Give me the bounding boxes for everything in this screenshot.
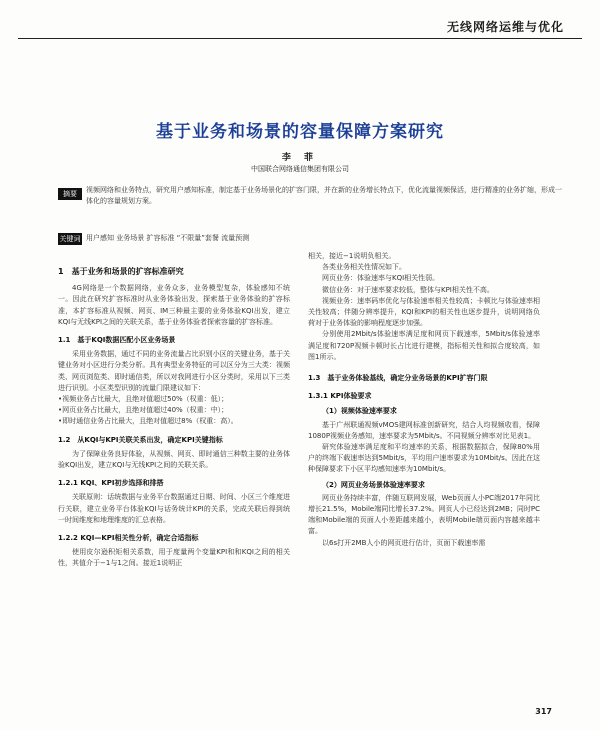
paragraph: 为了保障业务良好体验，从视频、网页、即时通信三种数主要的业务体验KQI出发，建立KQI与无线KPI之间的关联关系。 <box>58 449 290 470</box>
paragraph: 采用业务数据，通过不同的业务流量占比识别小区的关键业务，基于关键业务对小区进行分类分析。具有典型业务特征的可以区分为三大类：视频类、网页浏览类、即时通信类，所以对我网进行小区分类时，采用以下三类进行识别。小区类型识别的流量门限建议如下： <box>58 350 290 392</box>
subsection-web-heading: （2）网页业务场景体验速率要求 <box>322 480 425 489</box>
right-column <box>308 251 540 549</box>
paper-title: 基于业务和场景的容量保障方案研究 <box>156 122 444 142</box>
section-1-3-heading: 1.3 基于业务体验基线，确定分业务场景的KPI扩容门限 <box>308 374 488 383</box>
paragraph: 微信业务：对于速率要求较低，整体与KPI相关性不高。 <box>322 285 494 294</box>
abstract-tag: 摘要 <box>58 188 82 200</box>
keywords-tag: 关键词 <box>59 235 81 243</box>
journal-section-title: 无线网络运维与优化 <box>446 20 564 34</box>
subsection-video-heading: （1）视频体验速率要求 <box>322 407 397 416</box>
section-1-2-1-heading: 1.2.1 KQI、KPI初步选择和排搭 <box>58 479 164 488</box>
paragraph: 4G网络是一个数据网络，业务众多，业务模型复杂，体验感知不统一。因此在研究扩容标准时从业务体验出发，探索基于业务体验的扩容标准，本扩容标准从视频、网页、IM三种最主要的业务体验KQI出发，建立KQI与无线KPI之间的关联关系，基于业务体验者探索容量的扩容标准。 <box>58 284 290 326</box>
paragraph: 基于广州联通视频vMOS建网标准创新研究，结合人均视频收看，保障1080P视频业务感知，速率要求为5Mbit/s。不同视频分辨率对比见表1。 <box>308 420 540 440</box>
bullet-item: •网页业务占比最大，且绝对值超过40%（权重：中）； <box>58 406 229 415</box>
keywords-text: 用户感知 业务场景 扩容标准 “不限量”套餐 流量预测 <box>86 234 250 242</box>
section-1-2-heading: 1.2 从KQI与KPI关联关系出发，确定KPI关键指标 <box>58 435 223 444</box>
section-1-3-1-heading: 1.3.1 KPI体验要求 <box>308 392 372 401</box>
paragraph: 网页业务：体验速率与KQI相关性弱。 <box>322 274 440 283</box>
paragraph: 关联原则：话统数据与业务平台数据通过日期、时间、小区三个维度进行关联，建立业务平台体验KQI与话务统计KPI的关系，完成关联后得到统一时间维度和地理维度的汇总表格。 <box>58 493 290 524</box>
paragraph: 视频业务：速率码率优化与体验速率相关性较高；卡顿比与体验速率相关性较高；伴随分辨率提升，KQI和KPI的相关性也逐步提升，说明网络负荷对于业务体验的影响程度逐步加强。 <box>308 296 540 328</box>
section-1-heading: 1 基于业务和场景的扩容标准研究 <box>58 267 184 276</box>
paragraph: 网页业务持续丰富，伴随互联网发展，Web页面人小PC端2017年同比增长21.5%，Mobile端同比增长37.2%。网页人小已经达到2MB；同时PC端和Mobile端的页面人小差距越来越小，表明Mobile端页面内容越来越丰富。 <box>308 493 540 536</box>
paragraph: 相关，接近−1说明负相关。 <box>308 252 396 260</box>
section-1-1-heading: 1.1 基于KQI数据匹配小区业务场景 <box>58 336 176 345</box>
paragraph: 各类业务相关性情况如下。 <box>322 263 406 272</box>
author-affiliation: 中国联合网络通信集团有限公司 <box>251 165 349 173</box>
bullet-item: •视频业务占比最大，且绝对值超过50%（权重：低）； <box>58 395 229 404</box>
paragraph: 研究体验速率满足度和平均速率的关系，根据数据拟合，保障80%用户的终端下载速率达到5Mbit/s，平均用户速率要求为10Mbit/s。因此在这种保障要求下小区平均感知速率为10Mbit/s。 <box>308 443 540 474</box>
left-column <box>58 266 290 570</box>
abstract-text: 视频网络和业务特点，研究用户感知标准，制定基于业务场景化的扩容门限，并在新的业务增长特点下，优化流量视频保活，进行精准的业务扩缩，形成一体化的容量规划方案。 <box>86 186 562 205</box>
running-header <box>0 0 600 46</box>
header-divider <box>18 38 582 39</box>
bullet-item: •即时通信业务占比最大，且绝对值超过8%（权重：高）。 <box>58 417 238 426</box>
author-name: 李 菲 <box>281 153 319 163</box>
paragraph: 分别使用2Mbit/s体验速率满足度和网页下载速率，5Mbit/s体验速率满足度和720P视频卡顿时长占比进行建模，指标相关性和拟合度较高，如图1所示。 <box>308 330 540 361</box>
paragraph: 以6s打开2MB人小的网页进行估计，页面下载速率需 <box>322 538 486 547</box>
section-1-2-2-heading: 1.2.2 KQI—KPI相关性分析，确定合适指标 <box>58 534 199 543</box>
page-number: 317 <box>535 707 552 716</box>
paragraph: 使用皮尔逊积矩相关系数，用于度量两个变量KPI和和KQI之间的相关性，其值介于−1与1之间。接近1说明正 <box>58 548 290 568</box>
